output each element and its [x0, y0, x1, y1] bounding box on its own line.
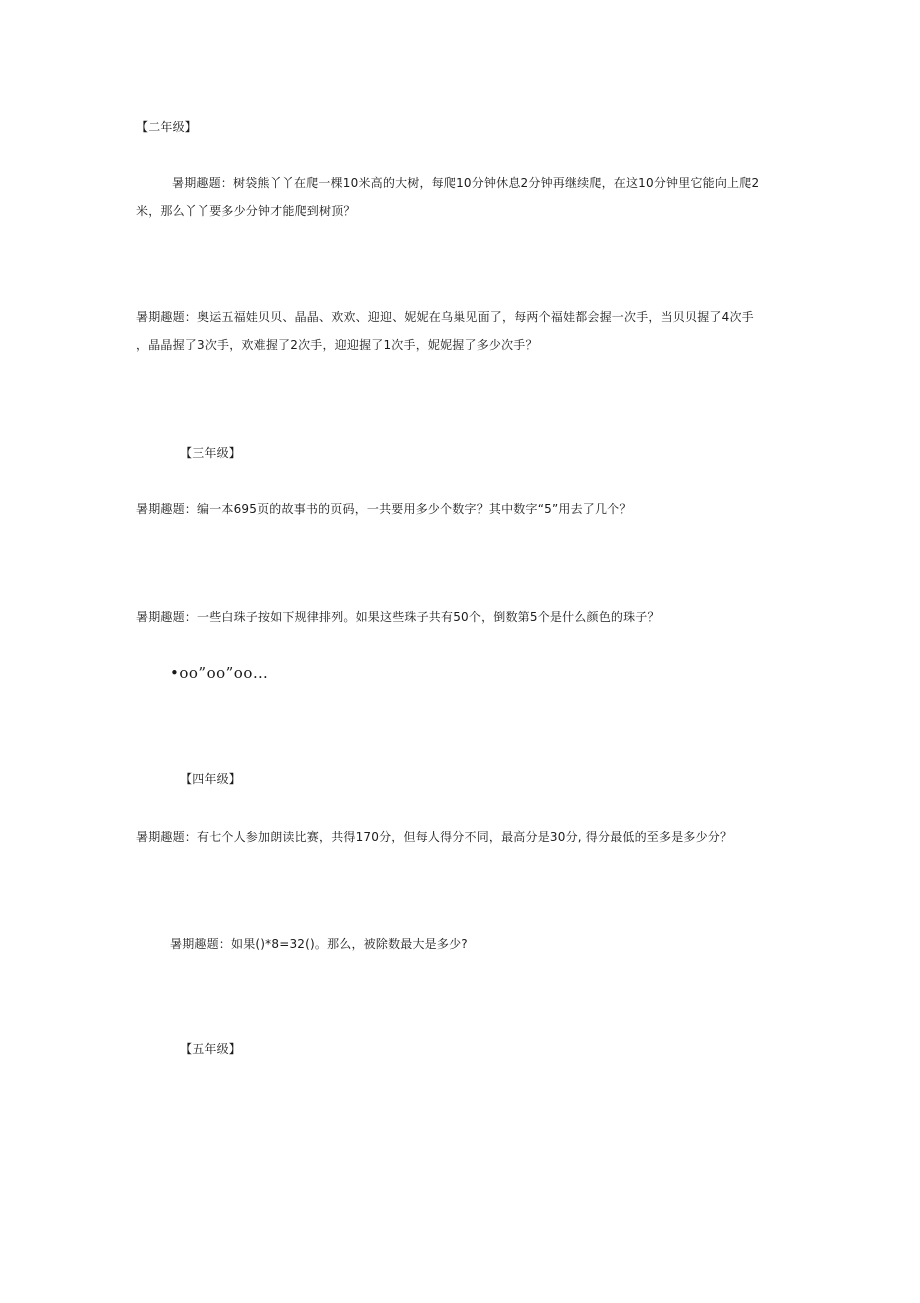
grade2-q2-line2: ，晶晶握了3次手，欢难握了2次手，迎迎握了1次手，妮妮握了多少次手？ [136, 338, 538, 352]
grade2-q1-line1: 暑期趣题：树袋熊丫丫在爬一棵10米高的大树，每爬10分钟休息2分钟再继续爬，在这10分钟里它能向上爬2 [172, 176, 760, 190]
grade4-q2: 暑期趣题：如果()*8=32()。那么，被除数最大是多少? [170, 937, 468, 951]
grade3-q2: 暑期趣题：一些白珠子按如下规律排列。如果这些珠子共有50个，倒数第5个是什么颜色的珠子？ [136, 610, 660, 624]
grade3-q1: 暑期趣题：编一本695页的故事书的页码，一共要用多少个数字？其中数字“5”用去了几个？ [136, 502, 632, 516]
grade2-q1-line2: 米，那么丫丫要多少分钟才能爬到树顶？ [136, 204, 356, 218]
grade2-q2-line1: 暑期趣题：奥运五福娃贝贝、晶晶、欢欢、迎迎、妮妮在乌巢见面了，每两个福娃都会握一次手，当贝贝握了4次手 [136, 310, 754, 324]
grade3-heading: 【三年级】 [180, 446, 242, 460]
grade2-heading: 【二年级】 [136, 120, 198, 134]
grade5-heading: 【五年级】 [180, 1042, 242, 1056]
grade4-heading: 【四年级】 [180, 772, 242, 786]
grade4-q1: 暑期趣题：有七个人参加朗读比赛，共得170分，但每人得分不同，最高分是30分, 得分最低的至多是多少分？ [136, 830, 733, 844]
bead-pattern: •oo”oo”oo… [170, 664, 269, 682]
